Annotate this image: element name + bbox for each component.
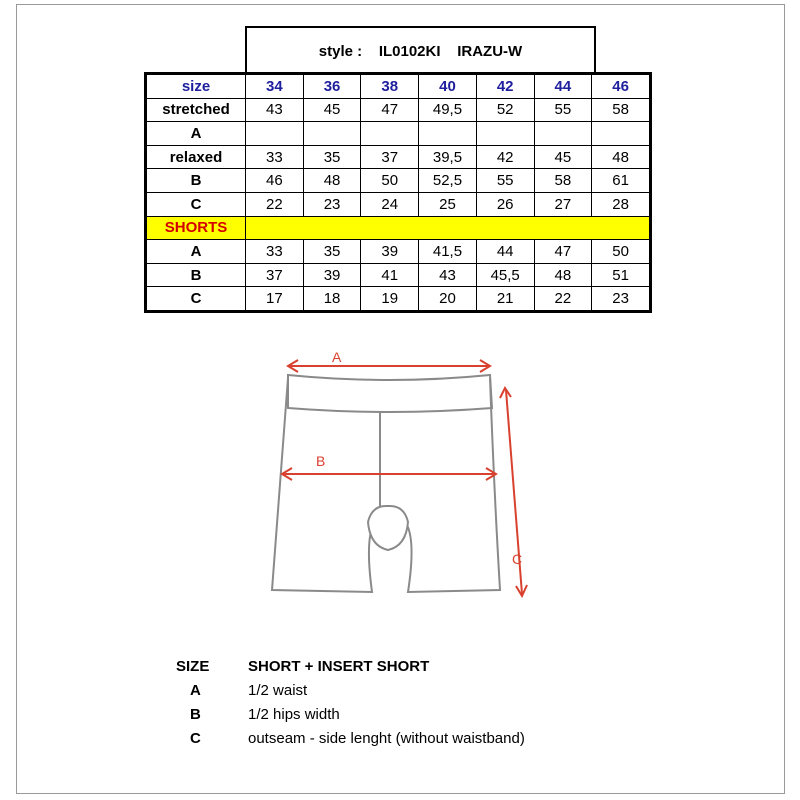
size-cell: 36	[303, 75, 361, 99]
row-label: B	[147, 263, 246, 287]
table-row	[147, 263, 650, 287]
size-cell: 38	[361, 75, 419, 99]
table-cell: 46	[246, 169, 304, 193]
legend-key: C	[190, 729, 201, 747]
shorts-band	[246, 216, 650, 240]
table-cell: 23	[303, 192, 361, 216]
table-cell	[592, 122, 650, 146]
legend-desc: 1/2 hips width	[248, 705, 340, 723]
legend-key: A	[190, 681, 201, 699]
size-cell: 40	[419, 75, 477, 99]
table-cell: 49,5	[419, 98, 477, 122]
table-cell: 42	[476, 145, 534, 169]
table-cell: 50	[592, 240, 650, 264]
table-cell: 45	[303, 98, 361, 122]
table-cell: 45,5	[476, 263, 534, 287]
table-cell: 17	[246, 287, 304, 311]
legend-desc: outseam - side lenght (without waistband)	[248, 729, 525, 747]
table-cell: 35	[303, 240, 361, 264]
style-code: IL0102KI	[378, 42, 441, 60]
row-label: size	[147, 75, 246, 99]
table-cell: 41,5	[419, 240, 477, 264]
row-label: A	[147, 122, 246, 146]
label-b: B	[316, 453, 326, 469]
table-cell: 28	[592, 192, 650, 216]
style-header	[245, 26, 596, 74]
label-a: A	[332, 349, 342, 365]
table-cell: 48	[303, 169, 361, 193]
row-label: C	[147, 287, 246, 311]
table-cell: 55	[534, 98, 592, 122]
row-label: A	[147, 240, 246, 264]
table-cell: 39	[361, 240, 419, 264]
row-label: stretched	[147, 98, 246, 122]
style-name: IRAZU-W	[457, 42, 523, 60]
table-row	[147, 192, 650, 216]
table-cell: 20	[419, 287, 477, 311]
table-cell: 45	[534, 145, 592, 169]
table-cell	[246, 122, 304, 146]
table-cell: 23	[592, 287, 650, 311]
legend-item	[176, 678, 525, 702]
size-cell: 34	[246, 75, 304, 99]
table-cell: 41	[361, 263, 419, 287]
table-cell: 51	[592, 263, 650, 287]
table-cell: 55	[476, 169, 534, 193]
table-row	[147, 98, 650, 122]
table-cell	[534, 122, 592, 146]
table-row	[147, 169, 650, 193]
table-cell: 48	[592, 145, 650, 169]
table-cell: 39	[303, 263, 361, 287]
size-header-row	[147, 75, 650, 99]
table-row	[147, 240, 650, 264]
size-cell: 46	[592, 75, 650, 99]
table-cell: 35	[303, 145, 361, 169]
table-cell: 27	[534, 192, 592, 216]
table-cell: 22	[246, 192, 304, 216]
table-cell: 37	[246, 263, 304, 287]
table-cell: 52,5	[419, 169, 477, 193]
table-cell	[361, 122, 419, 146]
legend	[176, 654, 525, 750]
table-cell: 58	[592, 98, 650, 122]
size-table	[146, 74, 650, 311]
legend-desc: 1/2 waist	[248, 681, 308, 699]
table-cell: 50	[361, 169, 419, 193]
table-cell: 33	[246, 145, 304, 169]
table-cell: 26	[476, 192, 534, 216]
legend-item	[176, 702, 525, 726]
table-cell: 37	[361, 145, 419, 169]
table-row	[147, 287, 650, 311]
table-cell: 44	[476, 240, 534, 264]
row-label: relaxed	[147, 145, 246, 169]
table-cell: 58	[534, 169, 592, 193]
table-cell: 18	[303, 287, 361, 311]
legend-item	[176, 726, 525, 750]
shorts-diagram	[260, 340, 540, 620]
table-cell: 25	[419, 192, 477, 216]
table-row	[147, 145, 650, 169]
label-c: C	[512, 551, 523, 567]
table-cell: 47	[534, 240, 592, 264]
shorts-section-row	[147, 216, 650, 240]
table-cell: 33	[246, 240, 304, 264]
table-cell: 22	[534, 287, 592, 311]
table-cell	[419, 122, 477, 146]
crotch-insert	[368, 506, 408, 550]
shorts-outline	[272, 375, 500, 592]
table-cell: 19	[361, 287, 419, 311]
table-cell: 43	[419, 263, 477, 287]
table-cell: 43	[246, 98, 304, 122]
legend-desc-head: SHORT + INSERT SHORT	[248, 657, 430, 675]
style-label: style :	[318, 42, 363, 60]
shorts-label: SHORTS	[147, 216, 246, 240]
table-cell: 48	[534, 263, 592, 287]
table-cell	[476, 122, 534, 146]
row-label: C	[147, 192, 246, 216]
table-cell	[303, 122, 361, 146]
table-cell: 52	[476, 98, 534, 122]
table-row	[147, 122, 650, 146]
table-cell: 39,5	[419, 145, 477, 169]
row-label: B	[147, 169, 246, 193]
legend-header	[176, 654, 525, 678]
legend-key: B	[190, 705, 201, 723]
size-cell: 44	[534, 75, 592, 99]
table-cell: 21	[476, 287, 534, 311]
legend-size-head: SIZE	[176, 657, 210, 675]
size-cell: 42	[476, 75, 534, 99]
table-cell: 47	[361, 98, 419, 122]
table-cell: 24	[361, 192, 419, 216]
table-cell: 61	[592, 169, 650, 193]
